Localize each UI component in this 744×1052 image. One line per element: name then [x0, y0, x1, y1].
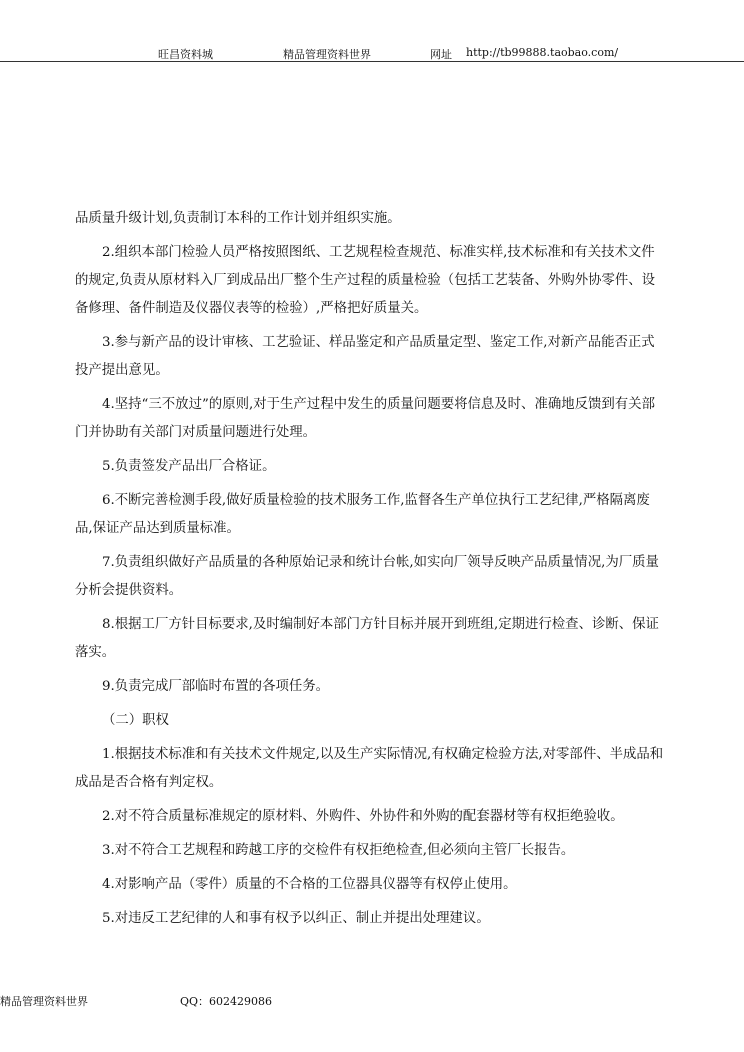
paragraph: 1.根据技术标准和有关技术文件规定,以及生产实际情况,有权确定检验方法,对零部件、半成品和成品是否合格有判定权。	[75, 747, 664, 790]
page-header	[0, 44, 744, 62]
paragraph: 2.组织本部门检验人员严格按照图纸、工艺规程检查规范、标准实样,技术标准和有关技术文件的规定,负责从原材料入厂到成品出厂整个生产过程的质量检验（包括工艺装备、外购外协零件、设备修理、备件制造及仪器仪表等的检验）,严格把好质量关。	[75, 245, 656, 316]
paragraph: 2.对不符合质量标准规定的原材料、外购件、外协件和外购的配套器材等有权拒绝验收。	[102, 809, 624, 824]
paragraph: 品质量升级计划,负责制订本科的工作计划并组织实施。	[75, 211, 401, 226]
paragraph: 4.对影响产品（零件）质量的不合格的工位器具仪器等有权停止使用。	[102, 877, 517, 892]
paragraph: 6.不断完善检测手段,做好质量检验的技术服务工作,监督各生产单位执行工艺纪律,严格隔离废品,保证产品达到质量标准。	[75, 493, 650, 536]
section-heading: （二）职权	[102, 713, 169, 728]
paragraph: 9.负责完成厂部临时布置的各项任务。	[102, 679, 330, 694]
document-body	[75, 205, 665, 939]
paragraph: 3.对不符合工艺规程和跨越工序的交检件有权拒绝检查,但必须向主管厂长报告。	[102, 843, 575, 858]
header-url: http://tb99888.taobao.com/	[466, 46, 619, 59]
footer-qq: QQ：602429086	[180, 995, 273, 1008]
paragraph: 8.根据工厂方针目标要求,及时编制好本部门方针目标并展开到班组,定期进行检查、诊断、保证落实。	[75, 617, 659, 660]
paragraph: 5.负责签发产品出厂合格证。	[102, 459, 276, 474]
header-url-label: 网址	[430, 48, 452, 61]
paragraph: 5.对违反工艺纪律的人和事有权予以纠正、制止并提出处理建议。	[102, 911, 490, 926]
paragraph: 3.参与新产品的设计审核、工艺验证、样品鉴定和产品质量定型、鉴定工作,对新产品能否正式投产提出意见。	[75, 335, 655, 378]
footer-site-name: 精品管理资料世界	[0, 995, 88, 1008]
paragraph: 7.负责组织做好产品质量的各种原始记录和统计台帐,如实向厂领导反映产品质量情况,为厂质量分析会提供资料。	[75, 555, 659, 598]
header-site-name: 精品管理资料世界	[283, 48, 371, 61]
paragraph: 4.坚持“三不放过”的原则,对于生产过程中发生的质量问题要将信息及时、准确地反馈到有关部门并协助有关部门对质量问题进行处理。	[75, 397, 655, 440]
header-divider	[0, 61, 744, 62]
header-shop-name: 旺昌资料城	[158, 48, 213, 61]
